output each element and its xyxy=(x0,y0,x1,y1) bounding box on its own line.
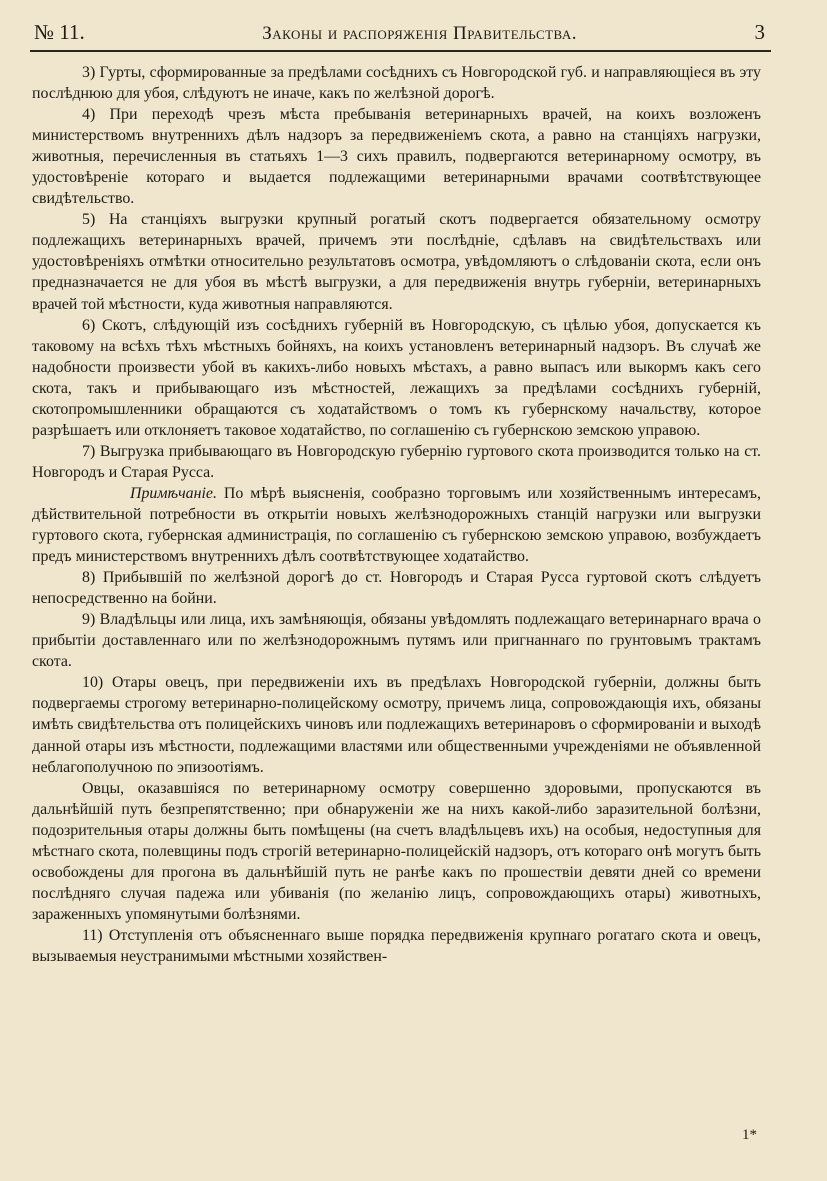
paragraph-9: 9) Владѣльцы или лица, ихъ замѣняющія, обязаны увѣдомлять подлежащаго ветеринарнаго врача о прибытіи доставленнаго или по желѣзнодорожнымъ путямъ или пригнаннаго по грунтовымъ трактамъ скота. xyxy=(32,611,761,671)
paragraph-5: 5) На станціяхъ выгрузки крупный рогатый скотъ подвергается обязательному осмотру подлежащихъ ветеринарныхъ врачей, причемъ эти послѣдніе, сдѣлавъ на свидѣтельствахъ или удостовѣреніяхъ отмѣтки относительно результатовъ осмотра, увѣдомляютъ о слѣдованіи скота, если онъ предназначается не для убоя въ мѣстѣ выгрузки, а для передвиженія внутрь губерніи, ветеринарныхъ врачей той мѣстности, куда животныя направляются. xyxy=(32,211,761,313)
note-label: Примѣчаніе. xyxy=(130,484,217,502)
paragraph-8: 8) Прибывшій по желѣзной дорогѣ до ст. Новгородъ и Старая Русса гуртовой скотъ слѣдуетъ непосредственно на бойни. xyxy=(32,569,761,608)
header-rule xyxy=(30,50,771,52)
paragraph-10: 10) Отары овецъ, при передвиженіи ихъ въ предѣлахъ Новгородской губерніи, должны быть подвергаемы строгому ветеринарно-полицейскому осмотру, причемъ лица, сопровождающія ихъ, обязаны имѣть свидѣтельства отъ полицейскихъ чиновъ или подлежащихъ ветеринаровъ о сформированіи и выходѣ данной отары изъ мѣстности, подлежащими властями или общественными учрежденіями не объявленной неблагополучною по эпизоотіямъ. xyxy=(32,674,761,776)
page-header xyxy=(34,20,765,48)
paragraph-11: 11) Отступленія отъ объясненнаго выше порядка передвиженія крупнаго рогатаго скота и овецъ, вызываемыя неустранимыми мѣстными хозяйствен- xyxy=(32,926,761,965)
paragraph-sheep: Овцы, оказавшіяся по ветеринарному осмотру совершенно здоровыми, пропускаются въ дальнѣйшій путь безпрепятственно; при обнаруженіи же на нихъ какой-либо заразительной болѣзни, подозрительныя отары должны быть помѣщены (на счетъ владѣльцевъ ихъ) на особыя, недоступныя для мѣстнаго скота, полевщины подъ строгій ветеринарно-полицейскій надзоръ, отъ котораго онѣ могутъ быть освобождены для прогона въ дальнѣйшій путь не ранѣе какъ по прошествіи девяти дней со времени послѣдняго случая падежа или убиванія (по желанію лицъ, сопровождающихъ отары) животныхъ, зараженныхъ упомянутыми болѣзнями. xyxy=(32,779,761,923)
issue-number: № 11. xyxy=(34,20,85,44)
paragraph-3: 3) Гурты, сформированные за предѣлами сосѣднихъ съ Новгородской губ. и направляющіеся въ эту послѣднюю для убоя, слѣдуютъ не иначе, какъ по желѣзной дорогѣ. xyxy=(32,64,761,103)
signature-mark: 1* xyxy=(742,1127,757,1143)
running-title: Законы и распоряженія Правительства. xyxy=(262,23,578,44)
note-paragraph xyxy=(32,483,761,567)
paragraph-7: 7) Выгрузка прибывающаго въ Новгородскую губернію гуртового скота производится только на ст. Новгородъ и Старая Русса. xyxy=(32,442,761,481)
body-text xyxy=(32,62,761,967)
paragraph-4: 4) При переходѣ чрезъ мѣста пребыванія ветеринарныхъ врачей, на коихъ возложенъ министерствомъ внутреннихъ дѣлъ надзоръ за передвиженіемъ скота, а равно на станціяхъ нагрузки, животныя, перечисленныя въ статьяхъ 1—3 сихъ правилъ, подвергаются ветеринарному осмотру, въ удостовѣреніе котораго и выдается подлежащими ветеринарными врачами соотвѣтствующее свидѣтельство. xyxy=(32,106,761,208)
page-number: 3 xyxy=(754,20,765,44)
paragraph-6: 6) Скотъ, слѣдующій изъ сосѣднихъ губерній въ Новгородскую, съ цѣлью убоя, допускается къ таковому на всѣхъ тѣхъ мѣстныхъ бойняхъ, на коихъ установленъ ветеринарный надзоръ. Въ случаѣ же надобности произвести убой въ какихъ-либо новыхъ мѣстахъ, а равно выпасъ или выкормъ какъ сего скота, такъ и прибывающаго изъ мѣстностей, лежащихъ за предѣлами сосѣднихъ губерній, скотопромышленники обращаются съ ходатайствомъ о томъ къ губернскому начальству, которое разрѣшаетъ или отклоняетъ таковое ходатайство, по соглашенію съ губернскою земскою управою. xyxy=(32,316,761,439)
note-text: По мѣрѣ выясненія, сообразно торговымъ или хозяйственнымъ интересамъ, дѣйствительной потребности въ открытіи новыхъ желѣзнодорожныхъ станцій нагрузки или выгрузки гуртового скота, губернская администрація, по соглашенію съ губернскою земскою управою, возбуждаетъ предъ министерствомъ внутреннихъ дѣлъ соотвѣтствующее ходатайство. xyxy=(32,484,761,566)
